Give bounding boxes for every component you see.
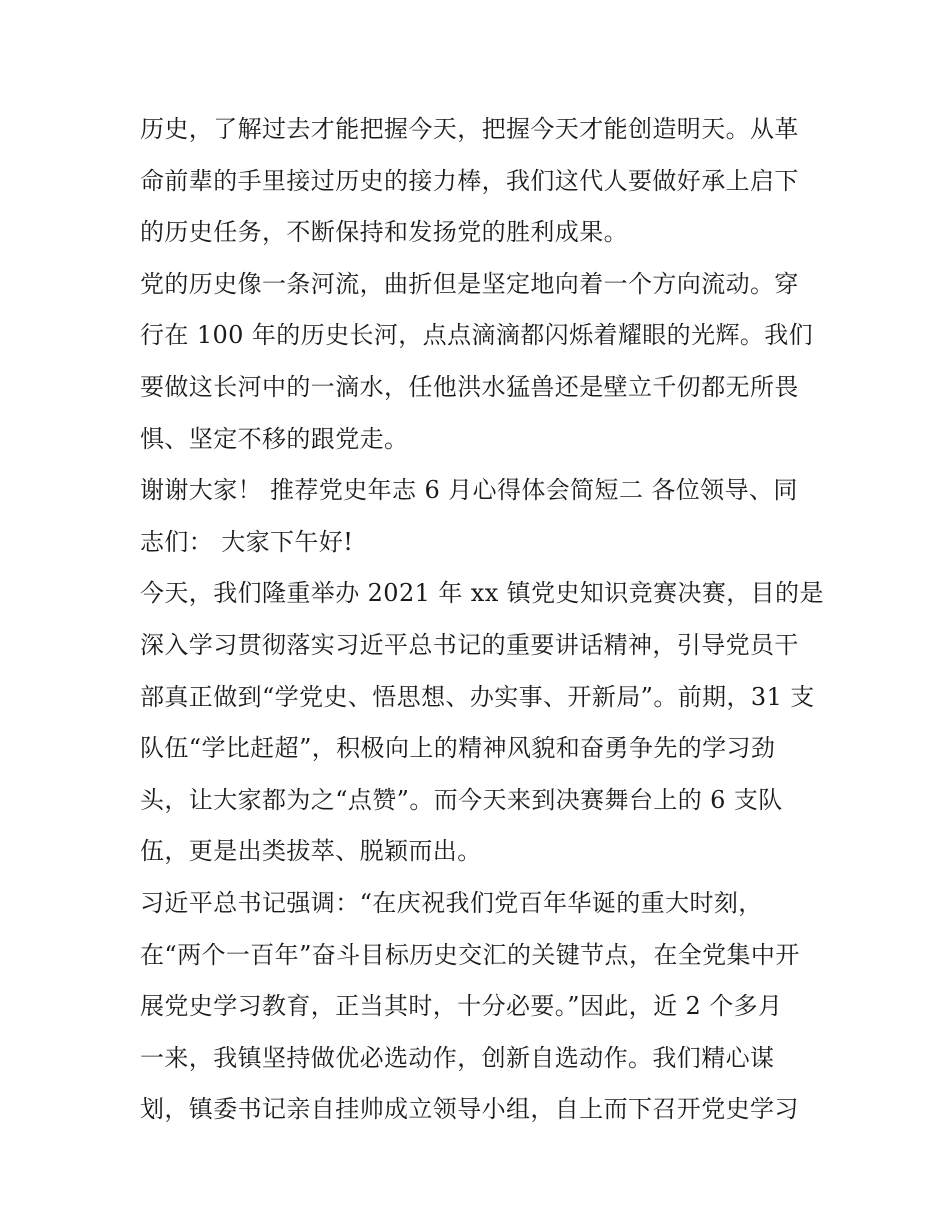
paragraph-2 — [140, 259, 830, 465]
text-line: 志们： 大家下午好! — [140, 527, 354, 556]
paragraph-5 — [140, 878, 830, 1136]
text-line: 谢谢大家！ 推荐党史年志 6 月心得体会简短二 各位领导、同 — [140, 476, 798, 505]
text-line: 队伍“学比赶超”，积极向上的精神风貌和奋勇争先的学习劲 — [140, 734, 776, 763]
text-line: 展党史学习教育，正当其时，十分必要。”因此，近 2 个多月 — [140, 992, 783, 1021]
paragraph-4 — [140, 568, 830, 878]
text-line: 历史，了解过去才能把握今天，把握今天才能创造明天。从革 — [140, 115, 799, 143]
paragraph-1 — [140, 104, 830, 259]
text-line: 要做这长河中的一滴水，任他洪水猛兽还是壁立千仞都无所畏 — [140, 372, 799, 401]
text-line: 的历史任务，不断保持和发扬党的胜利成果。 — [140, 218, 628, 247]
text-line: 行在 100 年的历史长河，点点滴滴都闪烁着耀眼的光辉。我们 — [140, 321, 814, 350]
text-line: 深入学习贯彻落实习近平总书记的重要讲话精神，引导党员干 — [140, 630, 799, 659]
text-line: 习近平总书记强调：“在庆祝我们党百年华诞的重大时刻， — [140, 888, 763, 917]
text-line: 惧、坚定不移的跟党走。 — [140, 424, 409, 453]
text-line: 划，镇委书记亲自挂帅成立领导小组，自上而下召开党史学习 — [140, 1095, 799, 1124]
document-body — [140, 104, 830, 1136]
text-line: 命前辈的手里接过历史的接力棒，我们这代人要做好承上启下 — [140, 166, 799, 195]
text-line: 在“两个一百年”奋斗目标历史交汇的关键节点，在全党集中开 — [140, 940, 800, 969]
text-line: 部真正做到“学党史、悟思想、办实事、开新局”。前期，31 支 — [140, 682, 815, 711]
text-line: 伍，更是出类拔萃、脱颖而出。 — [140, 837, 482, 866]
text-line: 党的历史像一条河流，曲折但是坚定地向着一个方向流动。穿 — [140, 269, 799, 298]
text-line: 一来，我镇坚持做优必选动作，创新自选动作。我们精心谋 — [140, 1043, 775, 1072]
paragraph-3 — [140, 465, 830, 568]
text-line: 今天，我们隆重举办 2021 年 xx 镇党史知识竞赛决赛，目的是 — [140, 579, 824, 608]
text-line: 头，让大家都为之“点赞”。而今天来到决赛舞台上的 6 支队 — [140, 785, 783, 814]
